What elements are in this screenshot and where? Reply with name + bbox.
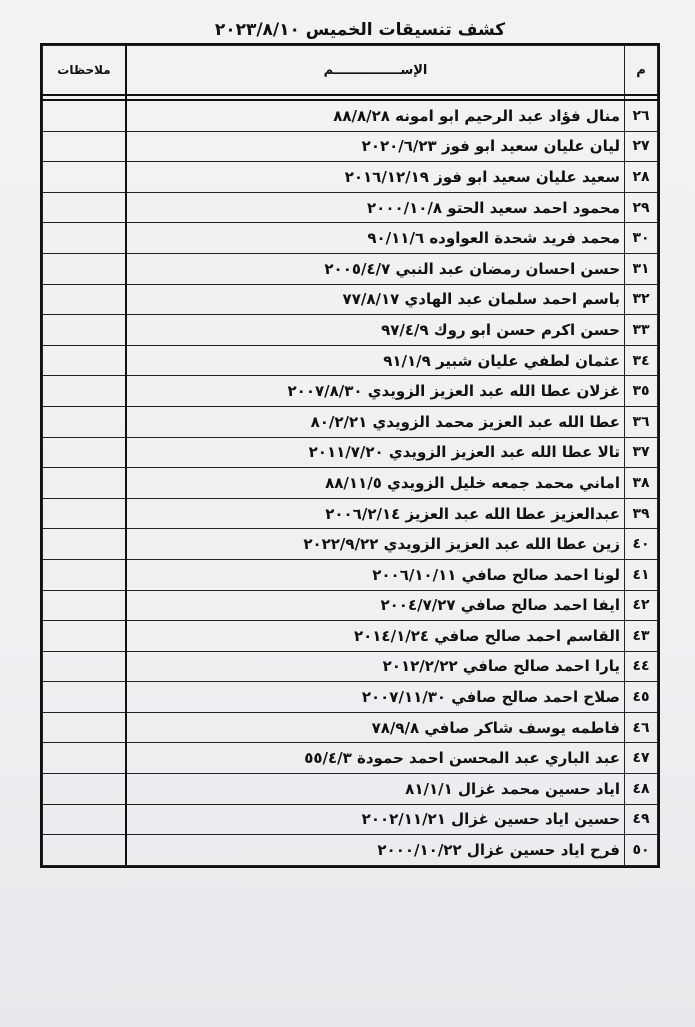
row-name: باسم احمد سلمان عبد الهادي ٧٧/٨/١٧ (126, 284, 625, 315)
row-name: لونا احمد صالح صافي ٢٠٠٦/١٠/١١ (126, 559, 625, 590)
row-name: محمد فريد شحدة العواوده ٩٠/١١/٦ (126, 223, 625, 254)
row-number: ٤١ (625, 559, 658, 590)
row-name: ليان عليان سعيد ابو فوز ٢٠٢٠/٦/٢٣ (126, 131, 625, 162)
row-number: ٤٧ (625, 743, 658, 774)
table-row (43, 835, 658, 866)
row-name: اماني محمد جمعه خليل الزويدي ٨٨/١١/٥ (126, 468, 625, 499)
table-row (43, 345, 658, 376)
row-number: ٥٠ (625, 835, 658, 866)
table-row (43, 284, 658, 315)
table-row (43, 223, 658, 254)
row-name: فاطمه يوسف شاكر صافي ٧٨/٩/٨ (126, 712, 625, 743)
table-body (43, 100, 658, 865)
row-number: ٢٧ (625, 131, 658, 162)
row-notes (43, 590, 127, 621)
row-name: سعيد عليان سعيد ابو فوز ٢٠١٦/١٢/١٩ (126, 162, 625, 193)
row-notes (43, 804, 127, 835)
row-name: القاسم احمد صالح صافي ٢٠١٤/١/٢٤ (126, 621, 625, 652)
row-number: ٢٩ (625, 192, 658, 223)
row-name: تالا عطا الله عبد العزيز الزويدي ٢٠١١/٧/٢٠ (126, 437, 625, 468)
row-number: ٤٦ (625, 712, 658, 743)
row-number: ٣٨ (625, 468, 658, 499)
row-name: فرح اياد حسين غزال ٢٠٠٠/١٠/٢٢ (126, 835, 625, 866)
table-row (43, 743, 658, 774)
row-number: ٤٩ (625, 804, 658, 835)
table-row (43, 192, 658, 223)
table-row (43, 651, 658, 682)
row-notes (43, 192, 127, 223)
table-row (43, 559, 658, 590)
row-notes (43, 131, 127, 162)
table-row (43, 468, 658, 499)
row-number: ٤٢ (625, 590, 658, 621)
row-name: زين عطا الله عبد العزيز الزويدي ٢٠٢٢/٩/٢٢ (126, 529, 625, 560)
row-name: منال فؤاد عبد الرحيم ابو امونه ٨٨/٨/٢٨ (126, 100, 625, 131)
row-number: ٣٥ (625, 376, 658, 407)
table-row (43, 774, 658, 805)
row-name: حسن احسان رمضان عبد النبي ٢٠٠٥/٤/٧ (126, 253, 625, 284)
table-row (43, 376, 658, 407)
table-row (43, 682, 658, 713)
row-number: ٣٠ (625, 223, 658, 254)
row-notes (43, 162, 127, 193)
row-name: صلاح احمد صالح صافي ٢٠٠٧/١١/٣٠ (126, 682, 625, 713)
table-header-row (43, 46, 658, 96)
row-notes (43, 468, 127, 499)
row-notes (43, 406, 127, 437)
row-number: ٣١ (625, 253, 658, 284)
row-notes (43, 529, 127, 560)
table-row (43, 712, 658, 743)
row-name: ايفا احمد صالح صافي ٢٠٠٤/٧/٢٧ (126, 590, 625, 621)
row-number: ٣٢ (625, 284, 658, 315)
row-notes (43, 315, 127, 346)
row-notes (43, 835, 127, 866)
row-notes (43, 498, 127, 529)
names-table-frame (40, 43, 660, 868)
row-number: ٣٤ (625, 345, 658, 376)
names-table (42, 45, 658, 866)
table-row (43, 406, 658, 437)
table-row (43, 131, 658, 162)
row-number: ٣٧ (625, 437, 658, 468)
row-notes (43, 682, 127, 713)
table-row (43, 498, 658, 529)
table-row (43, 315, 658, 346)
table-row (43, 590, 658, 621)
row-number: ٤٨ (625, 774, 658, 805)
row-number: ٢٦ (625, 100, 658, 131)
row-name: يارا احمد صالح صافي ٢٠١٢/٢/٢٢ (126, 651, 625, 682)
header-name: الإســـــــــــــــم (126, 46, 625, 96)
row-number: ٤٠ (625, 529, 658, 560)
table-row (43, 100, 658, 131)
table-row (43, 804, 658, 835)
row-notes (43, 437, 127, 468)
row-name: عطا الله عبد العزيز محمد الزويدي ٨٠/٢/٢١ (126, 406, 625, 437)
table-row (43, 529, 658, 560)
row-notes (43, 345, 127, 376)
row-name: غزلان عطا الله عبد العزيز الزويدي ٢٠٠٧/٨/٣٠ (126, 376, 625, 407)
row-name: محمود احمد سعيد الحتو ٢٠٠٠/١٠/٨ (126, 192, 625, 223)
row-name: اياد حسين محمد غزال ٨١/١/١ (126, 774, 625, 805)
table-row (43, 253, 658, 284)
row-notes (43, 376, 127, 407)
row-notes (43, 621, 127, 652)
table-row (43, 162, 658, 193)
row-number: ٢٨ (625, 162, 658, 193)
row-notes (43, 774, 127, 805)
row-notes (43, 559, 127, 590)
document-title: كشف تنسيقات الخميس ٢٠٢٣/٨/١٠ (214, 20, 506, 40)
row-notes (43, 712, 127, 743)
row-number: ٣٣ (625, 315, 658, 346)
row-notes (43, 223, 127, 254)
table-row (43, 621, 658, 652)
row-number: ٣٦ (625, 406, 658, 437)
row-name: عثمان لطفي عليان شبير ٩١/١/٩ (126, 345, 625, 376)
row-notes (43, 284, 127, 315)
row-name: حسن اكرم حسن ابو روك ٩٧/٤/٩ (126, 315, 625, 346)
row-notes (43, 100, 127, 131)
row-name: عبد الباري عبد المحسن احمد حمودة ٥٥/٤/٣ (126, 743, 625, 774)
row-notes (43, 743, 127, 774)
row-name: حسين اياد حسين غزال ٢٠٠٢/١١/٢١ (126, 804, 625, 835)
row-number: ٤٣ (625, 621, 658, 652)
table-row (43, 437, 658, 468)
header-number: م (625, 46, 658, 96)
row-notes (43, 253, 127, 284)
row-number: ٣٩ (625, 498, 658, 529)
row-notes (43, 651, 127, 682)
row-number: ٤٤ (625, 651, 658, 682)
row-number: ٤٥ (625, 682, 658, 713)
row-name: عبدالعزيز عطا الله عبد العزيز ٢٠٠٦/٢/١٤ (126, 498, 625, 529)
header-notes: ملاحظات (43, 46, 127, 96)
